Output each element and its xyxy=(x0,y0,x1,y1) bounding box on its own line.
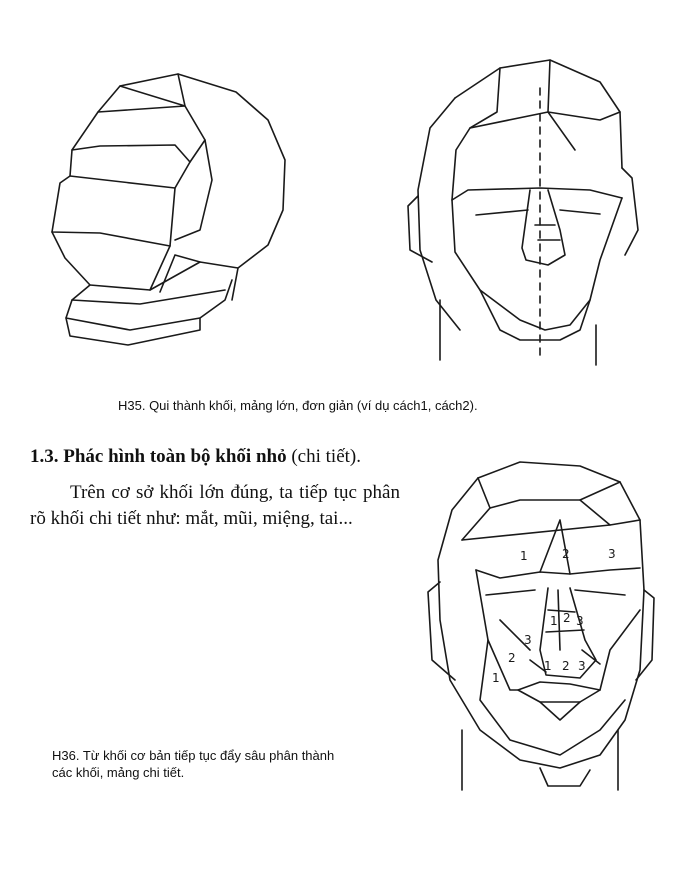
h36-label-9: 1 xyxy=(492,671,500,685)
h36-label-1: 1 xyxy=(520,549,528,563)
h35-caption: H35. Qui thành khối, mảng lớn, đơn giản (ví dụ cách1, cách2). xyxy=(118,398,478,413)
section-paragraph: Trên cơ sở khối lớn đúng, ta tiếp tục phân rõ khối chi tiết như: mắt, mũi, miệng, tai... xyxy=(30,482,400,529)
h36-label-6: 3 xyxy=(576,614,584,628)
h36-label-12: 3 xyxy=(578,659,586,673)
h36-label-3: 3 xyxy=(608,547,616,561)
h36-label-2: 2 xyxy=(562,547,570,561)
h36-caption xyxy=(52,747,334,781)
h36-caption-line2: các khối, mảng chi tiết. xyxy=(52,765,185,780)
h36-label-11: 2 xyxy=(562,659,570,673)
h36-label-4: 1 xyxy=(550,614,558,628)
section-heading-normal: (chi tiết). xyxy=(291,446,361,467)
h36-caption-line1: H36. Từ khối cơ bản tiếp tục đẩy sâu phân thành xyxy=(52,748,335,763)
section-heading-bold: 1.3. Phác hình toàn bộ khối nhỏ xyxy=(30,446,287,467)
h36-label-10: 1 xyxy=(544,659,552,673)
h36-label-8: 2 xyxy=(508,651,516,665)
h36-label-7: 3 xyxy=(524,633,532,647)
h36-label-5: 2 xyxy=(563,611,571,625)
